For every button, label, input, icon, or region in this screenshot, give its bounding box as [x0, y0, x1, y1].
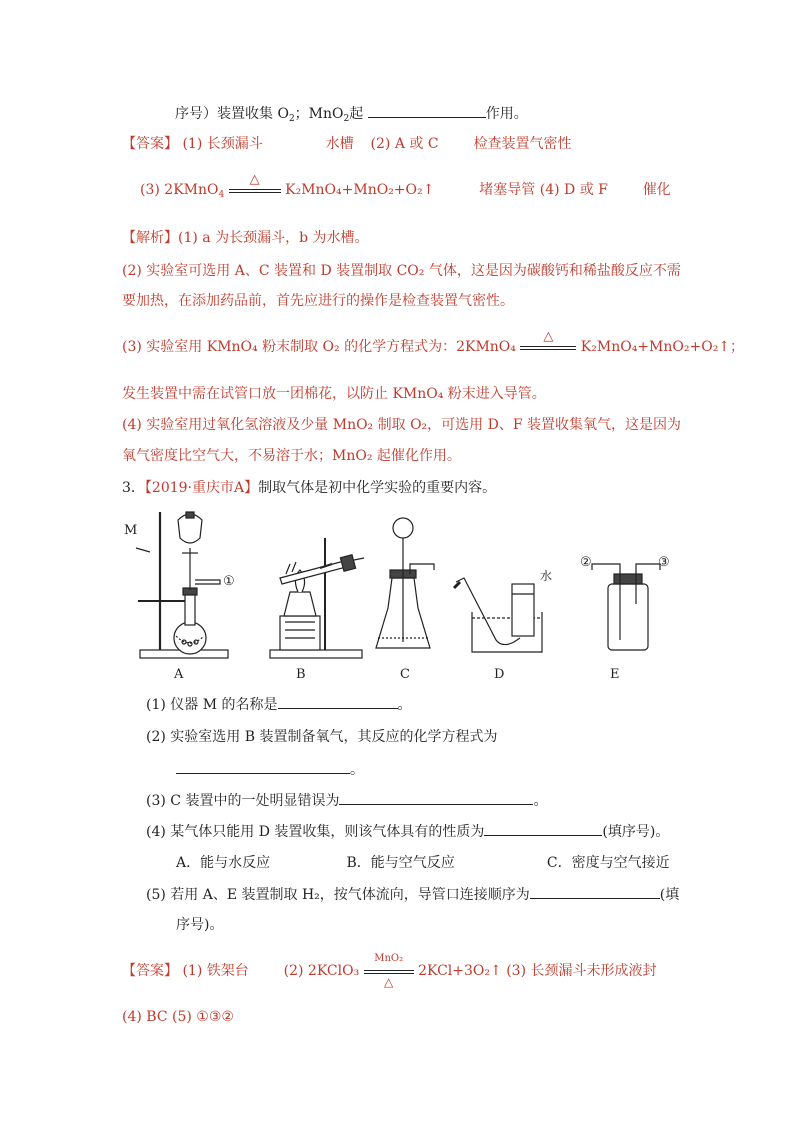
answer-blank[interactable] [368, 103, 486, 118]
port-2: ② [580, 555, 592, 570]
subq-5-cont: 序号)。 [176, 917, 224, 933]
reaction-arrow: △ [520, 337, 576, 357]
option-c[interactable]: C．密度与空气接近 [546, 855, 670, 871]
reaction-arrow: △ [229, 180, 281, 200]
answer-blank[interactable] [530, 884, 660, 899]
subq-5: (5) 若用 A、E 装置制取 H₂，按气体流向，导管口连接顺序为 (填 [146, 884, 679, 905]
answer-tag: 【答案】 [122, 136, 178, 152]
answer-tag: 【答案】 [122, 963, 178, 979]
apparatus-e [592, 564, 660, 650]
analysis-line-7: 氧气密度比空气大，不易溶于水；MnO₂ 起催化作用。 [122, 448, 461, 464]
label-b: B [296, 667, 306, 682]
answer2-line-2: (4) BC (5) ①③② [122, 1009, 234, 1025]
question-continuation: 序号）装置收集 $O_2$；MnO$_2$起 作用。 [175, 103, 528, 124]
apparatus-b [270, 538, 364, 658]
analysis-line-4: (3) 实验室用 KMnO₄ 粉末制取 O₂ 的化学方程式为：2KMnO₄ △ K₂MnO₄+MnO₂+O₂↑； [122, 329, 745, 355]
option-a[interactable]: A．能与水反应 [176, 855, 271, 871]
analysis-tag: 【解析】 [122, 230, 178, 246]
label-water: 水 [540, 569, 553, 583]
subq-4-options [176, 853, 670, 873]
port-3: ③ [658, 555, 670, 570]
apparatus-c [376, 518, 434, 648]
answer-blank[interactable] [484, 821, 602, 836]
answer-blank[interactable] [339, 790, 533, 805]
question-3-stem: 3．【2019·重庆市A】制取气体是初中化学实验的重要内容。 [122, 480, 497, 496]
analysis-line-1: 【解析】(1) a 为长颈漏斗，b 为水槽。 [122, 230, 369, 246]
subq-2-blank: 。 [176, 759, 364, 780]
answer2-line-1: 【答案】 (1) 铁架台 (2) 2KClO₃ MnO₂ △ 2KCl+3O₂↑ (3) 长颈漏斗未形成液封 [122, 953, 657, 989]
answer-line-1: 【答案】 (1) 长颈漏斗 水槽 (2) A 或 C 检查装置气密性 [122, 136, 572, 152]
subq-1: (1) 仪器 M 的名称是 。 [146, 694, 412, 715]
label-a: A [174, 667, 184, 682]
answer-blank[interactable] [278, 694, 398, 709]
apparatus-d [454, 578, 542, 652]
port-1: ① [223, 574, 235, 589]
analysis-line-3: 要加热，在添加药品前，首先应进行的操作是检查装置气密性。 [122, 293, 514, 309]
analysis-line-6: (4) 实验室用过氧化氢溶液及少量 MnO₂ 制取 O₂，可选用 D、F 装置收集氧气，这是因为 [122, 417, 682, 433]
subq-2: (2) 实验室选用 B 装置制备氧气，其反应的化学方程式为 [146, 729, 498, 745]
label-m: M [124, 523, 138, 538]
label-c: C [400, 667, 410, 682]
label-e: E [610, 667, 620, 682]
apparatus-a [136, 512, 228, 658]
question-source: 【2019·重庆市A】 [144, 480, 259, 496]
label-d: D [494, 667, 505, 682]
subq-4: (4) 某气体只能用 D 装置收集，则该气体具有的性质为 (填序号)。 [146, 821, 669, 842]
analysis-line-5: 发生装置中需在试管口放一团棉花，以防止 KMnO₄ 粉末进入导管。 [122, 386, 546, 402]
answer-blank[interactable] [176, 759, 350, 774]
lab-apparatus-figure [120, 508, 680, 688]
answer-line-2: (3) 2KMnO$_4$ △ K₂MnO₄+MnO₂+O₂↑ 堵塞导管 (4) D 或 F 催化 [140, 172, 671, 200]
subq-3: (3) C 装置中的一处明显错误为 。 [146, 790, 547, 811]
reaction-arrow: MnO₂ △ [364, 961, 414, 981]
analysis-line-2: (2) 实验室可选用 A、C 装置和 D 装置制取 CO₂ 气体，这是因为碳酸钙和稀盐酸反应不需 [122, 263, 681, 279]
option-b[interactable]: B．能与空气反应 [346, 855, 455, 871]
